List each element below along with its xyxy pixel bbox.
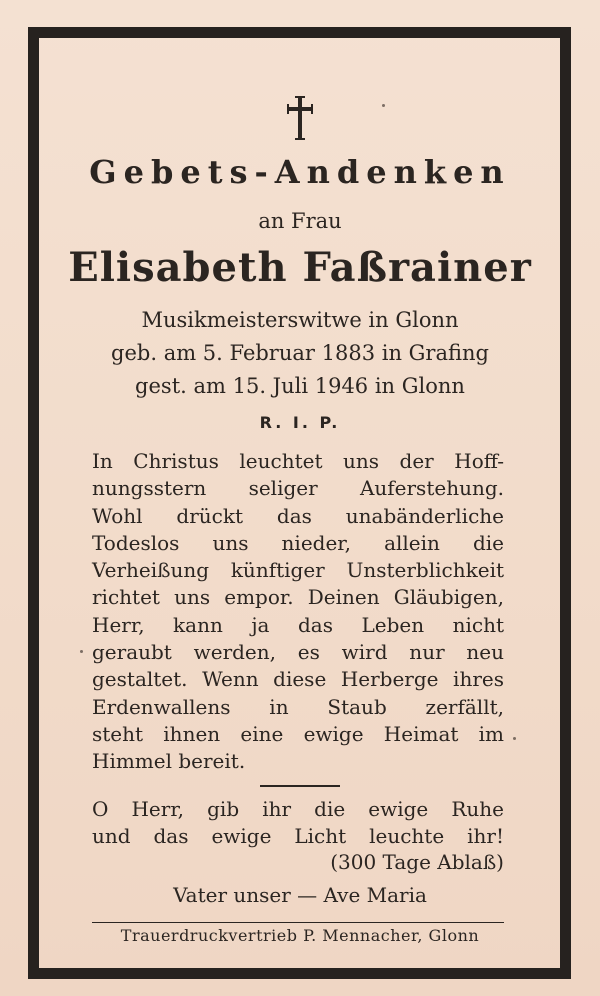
prayer-line: richtet uns empor. Deinen Gläubigen, <box>92 585 504 610</box>
footer-rule <box>92 922 504 923</box>
prayer-line: In Christus leuchtet uns der Hoff- <box>92 449 504 473</box>
cross-icon <box>285 95 315 141</box>
eternal-rest-prayer <box>92 796 504 850</box>
prayer-line: Herr, kann ja das Leben nicht <box>92 612 504 637</box>
deceased-name: Elisabeth Faßrainer <box>68 244 532 291</box>
paper-speck <box>513 737 516 740</box>
eternal-rest-line: O Herr, gib ihr die ewige Ruhe <box>92 797 504 821</box>
birth-date-text: geb. am 5. Februar 1883 in Grafing <box>111 341 489 365</box>
prayer-paragraph <box>92 448 504 776</box>
prayer-line: gestaltet. Wenn diese Herberge ihres <box>92 667 504 692</box>
section-divider <box>260 785 340 787</box>
occupation-text: Musikmeisterswitwe in Glonn <box>141 308 459 332</box>
dedication-text: an Frau <box>258 209 342 233</box>
prayer-line: Erdenwallens in Staub zerfällt, <box>92 694 504 719</box>
prayer-line: Himmel bereit. <box>92 749 246 774</box>
paper-speck <box>80 650 83 653</box>
prayer-line: steht ihnen eine ewige Heimat im <box>92 721 504 746</box>
death-date-text: gest. am 15. Juli 1946 in Glonn <box>135 374 465 398</box>
prayer-line: nungsstern seliger Auferstehung. <box>92 476 504 501</box>
card-title: Gebets-Andenken <box>89 153 511 191</box>
rip-text: R. I. P. <box>259 413 341 432</box>
prayer-line: geraubt werden, es wird nur neu <box>92 640 504 665</box>
prayer-line: Verheißung künftiger Unsterblichkeit <box>92 558 504 583</box>
indulgence-note: (300 Tage Ablaß) <box>330 850 504 874</box>
paper-speck <box>382 104 385 107</box>
prayer-line: Todeslos uns nieder, allein die <box>92 530 504 555</box>
prayer-line: Wohl drückt das unabänderliche <box>92 503 504 528</box>
eternal-rest-line: und das ewige Licht leuchte ihr! <box>92 824 504 848</box>
closing-prayers: Vater unser — Ave Maria <box>173 883 427 907</box>
printer-imprint: Trauerdruckvertrieb P. Mennacher, Glonn <box>120 926 480 945</box>
